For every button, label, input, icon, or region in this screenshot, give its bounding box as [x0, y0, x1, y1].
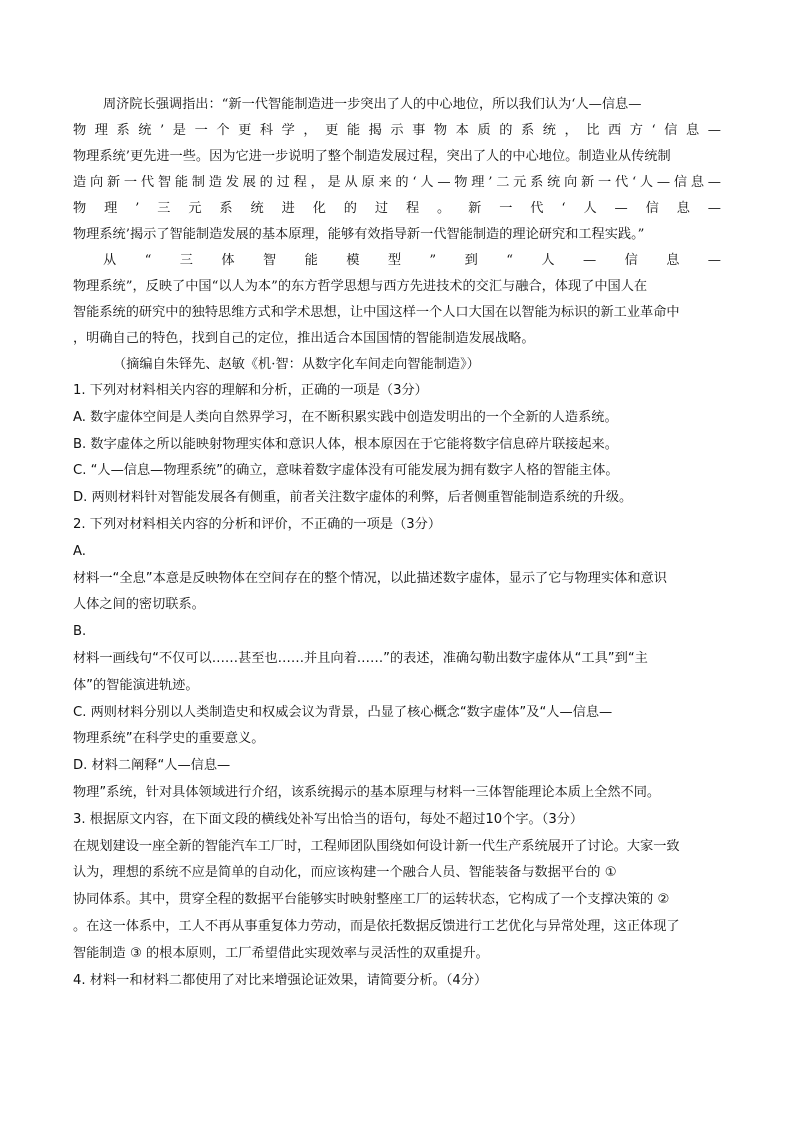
question-2-option-a-text: 人体之间的密切联系。	[73, 597, 205, 613]
text-line: 从“三体智能模型”到“人—信息—	[103, 253, 721, 268]
question-2-option-d: D. 材料二阐释“人—信息—	[73, 758, 231, 774]
question-1-option-c: C. “人—信息—物理系统”的确立，意味着数字虚体没有可能发展为拥有数字人格的智能主体。	[73, 463, 619, 479]
question-3-passage: 在规划建设一座全新的智能汽车工厂时，工程师团队围绕如何设计新一代生产系统展开了讨论。大家一致	[73, 838, 680, 854]
question-2-option-c: 物理系统”在科学史的重要意义。	[73, 731, 265, 747]
question-2-stem: 2. 下列对材料相关内容的分析和评价，不正确的一项是（3分）	[73, 516, 442, 532]
document-body	[73, 92, 721, 994]
text-line: ，明确自己的特色，找到自己的定位，推出适合本国国情的智能制造发展战略。	[73, 331, 535, 346]
question-2-option-a-text: 材料一“全息”本意是反映物体在空间存在的整个情况，以此描述数字虚体，显示了它与物理实体和意识	[73, 570, 667, 586]
question-1-stem: 1. 下列对材料相关内容的理解和分析，正确的一项是（3分）	[73, 383, 428, 398]
question-2-option-c: C. 两则材料分别以人类制造史和权威会议为背景，凸显了核心概念“数字虚体”及“人—信息—	[73, 704, 613, 720]
question-3-stem: 3. 根据原文内容，在下面文段的横线处补写出恰当的语句，每处不超过10个字。（3分）	[73, 811, 584, 827]
text-line: 造向新一代智能制造发展的过程，是从原来的‘人—物理’二元系统向新一代‘人—信息—	[73, 175, 721, 190]
question-3-passage: 协同体系。其中，贯穿全程的数据平台能够实时映射整座工厂的运转状态，它构成了一个支撑决策的 ②	[73, 892, 670, 908]
material-paragraph-2	[73, 248, 721, 352]
questions-section	[73, 378, 721, 994]
question-2-option-d: 物理”系统，针对具体领域进行介绍，该系统揭示的基本原理与材料一三体智能理论本质上全然不同。	[73, 784, 661, 800]
question-2-option-a-label: A.	[73, 543, 86, 559]
text-line: 智能系统的研究中的独特思维方式和学术思想，让中国这样一个人口大国在以智能为标识的新工业革命中	[73, 305, 680, 320]
text-line: 物理系统’更先进一些。因为它进一步说明了整个制造发展过程，突出了人的中心地位。制造业从传统制	[73, 149, 671, 164]
text-line: 物理系统’揭示了智能制造发展的基本原理，能够有效指导新一代智能制造的理论研究和工程实践。”	[73, 227, 645, 242]
text-line: 周济院长强调指出：“新一代智能制造进一步突出了人的中心地位，所以我们认为‘人—信息—	[103, 97, 642, 112]
text-line: 物理系统”，反映了中国“以人为本”的东方哲学思想与西方先进技术的交汇与融合，体现了中国人在	[73, 279, 648, 294]
question-2-option-b-text: 材料一画线句“不仅可以……甚至也……并且向着……”的表述，准确勾勒出数字虚体从“工具”到“主	[73, 650, 648, 666]
text-line: 物理’三元系统进化的过程。新一代‘人—信息—	[73, 201, 721, 216]
question-2-option-b-label: B.	[73, 624, 87, 640]
question-1-option-b: B. 数字虚体之所以能映射物理实体和意识人体，根本原因在于它能将数字信息碎片联接起来。	[73, 436, 618, 452]
question-2-option-b-text: 体”的智能演进轨迹。	[73, 677, 199, 693]
question-1-option-d: D. 两则材料针对智能发展各有侧重，前者关注数字虚体的利弊，后者侧重智能制造系统的升级。	[73, 490, 633, 506]
material-paragraph-1	[73, 92, 721, 248]
question-4-stem: 4. 材料一和材料二都使用了对比来增强论证效果，请简要分析。（4分）	[73, 972, 488, 988]
text-line: 物理系统’是一个更科学，更能揭示事物本质的系统，比西方‘信息—	[73, 123, 721, 138]
question-3-passage: 认为，理想的系统不应是简单的自动化，而应该构建一个融合人员、智能装备与数据平台的 ①	[73, 865, 617, 881]
question-1-option-a: A. 数字虚体空间是人类向自然界学习，在不断积累实践中创造发明出的一个全新的人造系统。	[73, 409, 618, 425]
question-3-passage: 。在这一体系中，工人不再从事重复体力劳动，而是依托数据反馈进行工艺优化与异常处理，这正体现了	[73, 918, 680, 934]
question-3-passage: 智能制造 ③ 的根本原则，工厂希望借此实现效率与灵活性的双重提升。	[73, 945, 489, 961]
source-citation: （摘编自朱铎先、赵敏《机·智：从数字化车间走向智能制造》）	[113, 357, 480, 372]
